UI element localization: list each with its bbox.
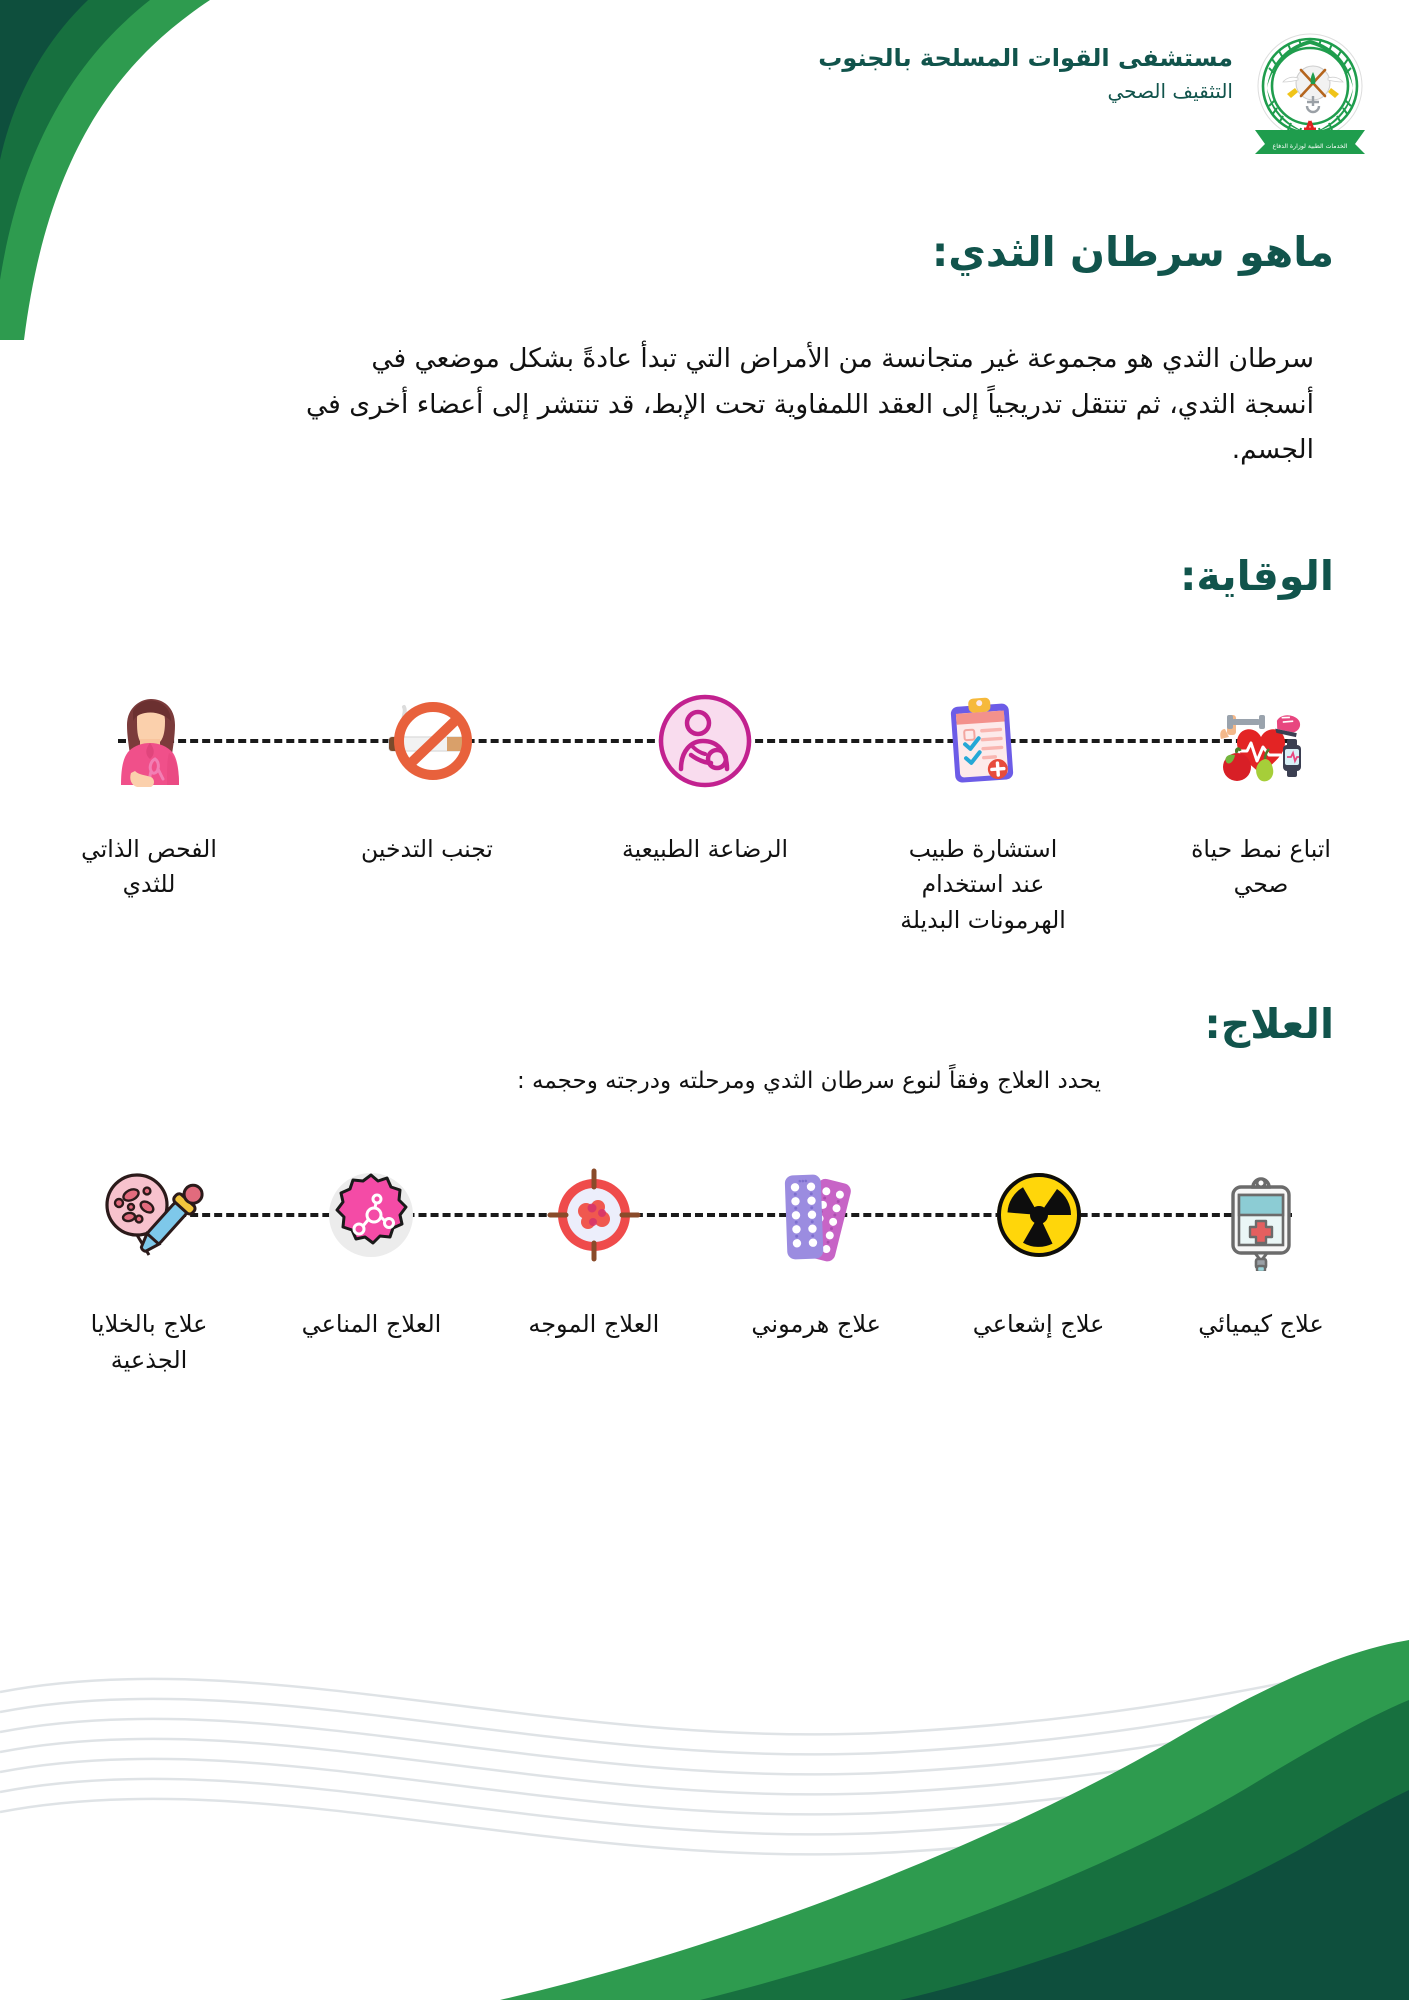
treatment-row	[60, 1140, 1350, 1410]
hospital-name: مستشفى القوات المسلحة بالجنوب	[818, 44, 1233, 72]
treatment-label-0: علاج كيميائي	[1198, 1310, 1324, 1338]
svg-text:الخدمات الطبية لوزارة الدفاع: الخدمات الطبية لوزارة الدفاع	[1272, 143, 1348, 150]
pill-blister-pack-icon	[760, 1159, 872, 1271]
prevention-track	[60, 666, 1350, 816]
healthy-lifestyle-icon	[1205, 685, 1317, 797]
treatment-item-radiotherapy	[950, 1140, 1128, 1290]
prevention-item-avoid-smoking	[338, 666, 516, 816]
prevention-row	[60, 666, 1350, 966]
treatment-item-immunotherapy	[282, 1140, 460, 1290]
section-title-what-is: ماهو سرطان الثدي:	[931, 228, 1334, 276]
radiation-hazard-icon	[983, 1159, 1095, 1271]
targeted-cells-crosshair-icon	[538, 1159, 650, 1271]
treatment-label-3: العلاج الموجه	[528, 1310, 660, 1338]
treatment-label-5: علاج بالخلايا الجذعية	[90, 1310, 208, 1374]
breastfeeding-icon	[649, 685, 761, 797]
prevention-label-1: استشارة طبيب عند استخدام الهرمونات البديلة	[900, 835, 1066, 934]
section-title-treatment: العلاج:	[1204, 1000, 1334, 1048]
breast-self-exam-icon	[93, 685, 205, 797]
prevention-label-3: تجنب التدخين	[361, 835, 493, 863]
treatment-track	[60, 1140, 1350, 1290]
prevention-item-self-exam	[60, 666, 238, 816]
top-left-decoration	[0, 0, 300, 340]
treatment-label-2: علاج هرموني	[751, 1310, 882, 1338]
section-title-prevention: الوقاية:	[1179, 552, 1334, 600]
treatment-label-4: العلاج المناعي	[301, 1310, 442, 1338]
prevention-item-healthy-lifestyle	[1172, 666, 1350, 816]
immune-gear-molecule-icon	[315, 1159, 427, 1271]
prevention-labels	[60, 832, 1350, 938]
treatment-item-targeted	[505, 1140, 683, 1290]
header-subtitle: التثقيف الصحي	[1107, 79, 1233, 104]
prevention-label-2: الرضاعة الطبيعية	[621, 835, 789, 863]
clipboard-checklist-icon	[927, 685, 1039, 797]
treatment-item-stem-cell	[60, 1140, 238, 1290]
prevention-label-0: اتباع نمط حياة صحي	[1191, 835, 1331, 899]
page-header	[818, 26, 1369, 154]
treatment-item-hormonal	[727, 1140, 905, 1290]
prevention-item-breastfeeding	[616, 666, 794, 816]
armed-forces-medical-services-emblem-icon	[1251, 26, 1369, 154]
prevention-label-4: الفحص الذاتي للثدي	[81, 835, 217, 899]
treatment-label-1: علاج إشعاعي	[972, 1310, 1105, 1338]
prevention-item-consult-doctor	[894, 666, 1072, 816]
what-is-paragraph: سرطان الثدي هو مجموعة غير متجانسة من الأمراض التي تبدأ عادةً بشكل موضعي في أنسجة الثدي، ثم تنتقل تدريجياً إلى العقد اللمفاوية تحت الإبط، قد تنتشر إلى أعضاء أخرى في الجسم.	[306, 343, 1314, 466]
stem-cell-pipette-icon	[93, 1159, 205, 1271]
treatment-labels	[60, 1306, 1350, 1378]
treatment-subtitle: يحدد العلاج وفقاً لنوع سرطان الثدي ومرحلته ودرجته وحجمه :	[516, 1068, 1102, 1094]
no-smoking-icon	[371, 685, 483, 797]
treatment-item-chemotherapy	[1172, 1140, 1350, 1290]
bottom-decoration	[0, 1640, 1409, 2000]
iv-drip-bag-icon	[1205, 1159, 1317, 1271]
